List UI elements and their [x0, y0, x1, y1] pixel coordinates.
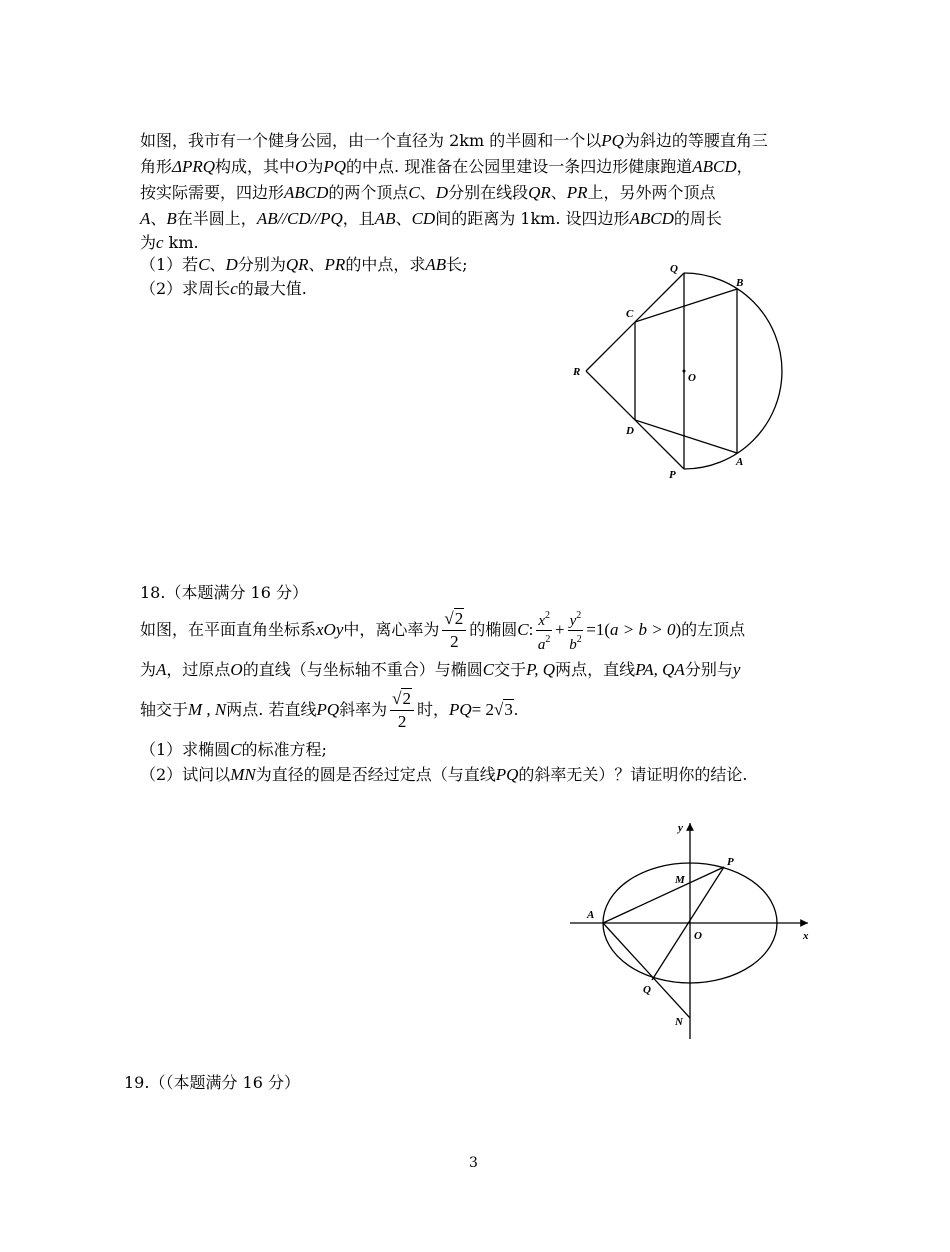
math: xOy [316, 620, 344, 639]
math: = 2 [471, 700, 495, 719]
text: （2）求周长 [140, 279, 231, 298]
p17-question-1 [140, 254, 468, 276]
p17-line-5 [140, 232, 199, 254]
math: =1( [586, 620, 611, 639]
text: 为 [307, 157, 324, 176]
text: 为直径的圆是否经过定点（与直线 [255, 765, 496, 784]
segment-bc [635, 289, 737, 322]
text: 的直线（与坐标轴不重合）与椭圆 [242, 660, 483, 679]
text: 、 [150, 209, 167, 228]
numerator [442, 608, 466, 631]
label-d: D [626, 425, 634, 437]
text: 3 [469, 1155, 478, 1171]
text: km. [163, 233, 199, 252]
text: 的斜率无关）？请证明你的结论. [518, 765, 748, 784]
text: （2）试问以 [140, 765, 231, 784]
sqrt-sign: √2 [392, 689, 411, 708]
math: AB//CD//PQ [256, 209, 343, 228]
label-o: O [694, 930, 702, 942]
numerator [390, 688, 414, 711]
numerator [536, 607, 552, 631]
text: 的椭圆 [469, 620, 518, 639]
math: PQ [449, 700, 472, 719]
text: 18.（本题满分 16 分） [140, 583, 308, 602]
p18-line-3 [140, 684, 518, 736]
text: 的最大值. [237, 279, 307, 298]
math: D [225, 255, 238, 274]
math: c [230, 279, 238, 298]
text: 交于 [494, 660, 527, 679]
math: A [156, 660, 167, 679]
exponent: 2 [545, 610, 551, 621]
exponent: 2 [545, 634, 551, 645]
text: ，过原点 [166, 660, 231, 679]
semicircle-arc [684, 273, 782, 469]
segment-da [635, 420, 737, 453]
text: 为 [140, 660, 157, 679]
fraction-sqrt2-over-2 [390, 688, 414, 733]
line-aq [603, 923, 690, 1018]
text: 的周长 [673, 209, 722, 228]
p17-question-2 [140, 278, 307, 300]
label-c: C [626, 308, 634, 320]
label-q: Q [643, 984, 651, 996]
exponent: 2 [576, 610, 582, 621]
math: PR [324, 255, 346, 274]
math: y [732, 660, 741, 679]
math: . [513, 700, 519, 719]
p18-line-2 [140, 659, 740, 681]
math: B [166, 209, 177, 228]
math: QR [528, 183, 551, 202]
math: PQ [601, 131, 624, 150]
math: C [198, 255, 210, 274]
center-point [683, 370, 686, 373]
sqrt-3: √3 [494, 700, 513, 719]
p17-line-3 [140, 182, 716, 204]
math: + [555, 620, 565, 639]
exponent: 2 [576, 634, 582, 645]
text: （1）若 [140, 255, 199, 274]
denominator: 2 [450, 632, 459, 651]
math: AB [425, 255, 447, 274]
park-figure [560, 255, 800, 490]
text: 的标准方程; [241, 740, 327, 759]
math: MN [230, 765, 256, 784]
text: 按实际需要，四边形 [140, 183, 285, 202]
text: 、 [419, 183, 436, 202]
math: ABCD [692, 157, 737, 176]
label-m: M [675, 874, 685, 886]
fraction-x2-a2 [536, 607, 552, 654]
text: 、 [209, 255, 226, 274]
math: CD [411, 209, 436, 228]
fraction-y2-b2 [568, 607, 584, 654]
var: b [569, 637, 577, 653]
label-o: O [688, 372, 696, 384]
label-x: x [803, 930, 809, 942]
text: 时， [416, 700, 449, 719]
math: A [140, 209, 151, 228]
math: QR [285, 255, 309, 274]
label-a: A [587, 909, 595, 921]
math: PR [566, 183, 588, 202]
label-p: P [727, 856, 734, 868]
text: 构成，其中 [215, 157, 296, 176]
text: 19.（（本题满分 16 分） [124, 1073, 300, 1092]
text: 的左顶点 [681, 620, 746, 639]
math: PQ [316, 700, 340, 719]
text: 两点. 若直线 [226, 700, 317, 719]
text: 分别为 [237, 255, 286, 274]
text: 长; [446, 255, 468, 274]
math: ) [675, 620, 682, 639]
label-p: P [669, 469, 676, 481]
p18-line-1 [140, 604, 745, 656]
fraction-sqrt2-over-2 [442, 608, 466, 653]
p17-line-4 [140, 208, 722, 230]
page-number [469, 1152, 478, 1174]
math: ΔPRQ [172, 157, 216, 176]
math: C [482, 660, 495, 679]
math: PA, QA [635, 660, 685, 679]
text: 间的距离为 1km. 设四边形 [435, 209, 630, 228]
denominator [536, 631, 552, 654]
text: 的两个顶点 [328, 183, 409, 202]
math: a > b > 0 [610, 620, 676, 639]
text: 的中点. 现准备在公园里建设一条四边形健康跑道 [346, 157, 693, 176]
math: C [408, 183, 420, 202]
text: 角形 [140, 157, 173, 176]
text: 两点，直线 [555, 660, 636, 679]
radicand: 2 [402, 689, 411, 708]
math: O [295, 157, 308, 176]
var: a [537, 637, 546, 653]
math: C [517, 620, 529, 639]
text: 斜率为 [339, 700, 388, 719]
math: D [435, 183, 449, 202]
p18-question-1 [140, 739, 327, 761]
text: 在半圆上， [176, 209, 257, 228]
text: 分别与 [684, 660, 733, 679]
label-n: N [675, 1016, 683, 1028]
label-r: R [573, 366, 581, 378]
math: M , N [188, 700, 227, 719]
text: 如图，在平面直角坐标系 [140, 620, 317, 639]
math: ABCD [629, 209, 674, 228]
p17-line-1 [140, 130, 768, 152]
text: 为斜边的等腰直角三 [623, 131, 768, 150]
denominator [568, 631, 584, 654]
text: 轴交于 [140, 700, 189, 719]
denominator: 2 [397, 712, 407, 731]
label-y: y [678, 822, 683, 834]
p17-line-2 [140, 156, 753, 178]
var: x [538, 613, 546, 629]
text: 如图，我市有一个健身公园，由一个直径为 2km 的半圆和一个以 [140, 131, 602, 150]
sqrt-sign: √2 [444, 609, 464, 628]
text: 分别在线段 [448, 183, 529, 202]
text: 、 [308, 255, 325, 274]
text: 、 [395, 209, 412, 228]
text: ，且 [342, 209, 375, 228]
label-q: Q [670, 263, 678, 275]
var: y [569, 613, 577, 629]
math: PQ [323, 157, 347, 176]
math: P, Q [526, 660, 556, 679]
label-a: A [736, 456, 744, 468]
text: 为 [140, 233, 157, 252]
text: 的中点，求 [345, 255, 426, 274]
math: O [230, 660, 243, 679]
math: ABCD [284, 183, 329, 202]
numerator [568, 607, 584, 631]
math: : [528, 620, 534, 639]
math: PQ [495, 765, 519, 784]
ellipse-figure [560, 815, 820, 1045]
text: 、 [550, 183, 567, 202]
text: ， [736, 157, 753, 176]
text: 中，离心率为 [343, 620, 440, 639]
label-b: B [736, 277, 744, 289]
p18-header [140, 582, 308, 604]
text: （1）求椭圆 [140, 740, 231, 759]
math: AB [374, 209, 396, 228]
math: c [156, 233, 164, 252]
radicand: 3 [504, 700, 513, 719]
math: C [230, 740, 242, 759]
p19-header [124, 1072, 300, 1094]
text: 上，另外两个顶点 [587, 183, 716, 202]
p18-question-2 [140, 764, 747, 786]
radicand: 2 [454, 609, 464, 628]
